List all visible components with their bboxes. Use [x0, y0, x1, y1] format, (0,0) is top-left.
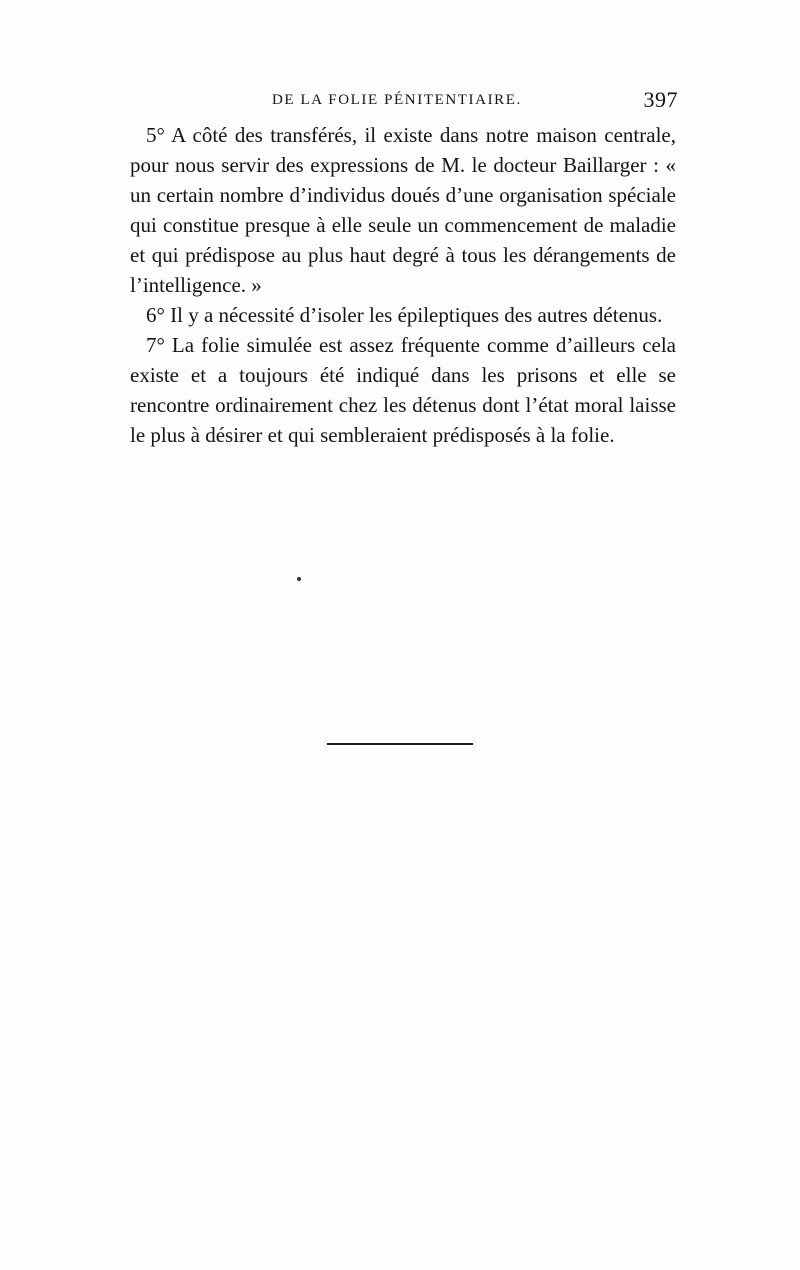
running-title: DE LA FOLIE PÉNITENTIAIRE.	[272, 92, 522, 108]
running-head	[130, 87, 678, 116]
page-number: 397	[643, 87, 678, 112]
paragraph-7: 7° La folie simulée est assez fréquente comme d’ailleurs cela existe et a toujours été indiqué dans les prisons et elle se rencontre ordinairement chez les détenus dont l’état moral laisse le plus à désirer et qui sembleraient prédisposés à la folie.	[130, 333, 676, 447]
paragraph-5: 5° A côté des transférés, il existe dans notre maison centrale, pour nous servir des expressions de M. le docteur Baillarger : « un certain nombre d’individus doués d’une organisation spéciale qui constitue presque à elle seule un commencement de maladie et qui prédispose au plus haut degré à tous les dérangements de l’intelligence. »	[130, 123, 676, 297]
closing-rule	[327, 743, 473, 745]
ink-speck	[297, 577, 301, 581]
paragraph-6: 6° Il y a nécessité d’isoler les épileptiques des autres détenus.	[146, 303, 663, 327]
body-text	[130, 120, 676, 450]
